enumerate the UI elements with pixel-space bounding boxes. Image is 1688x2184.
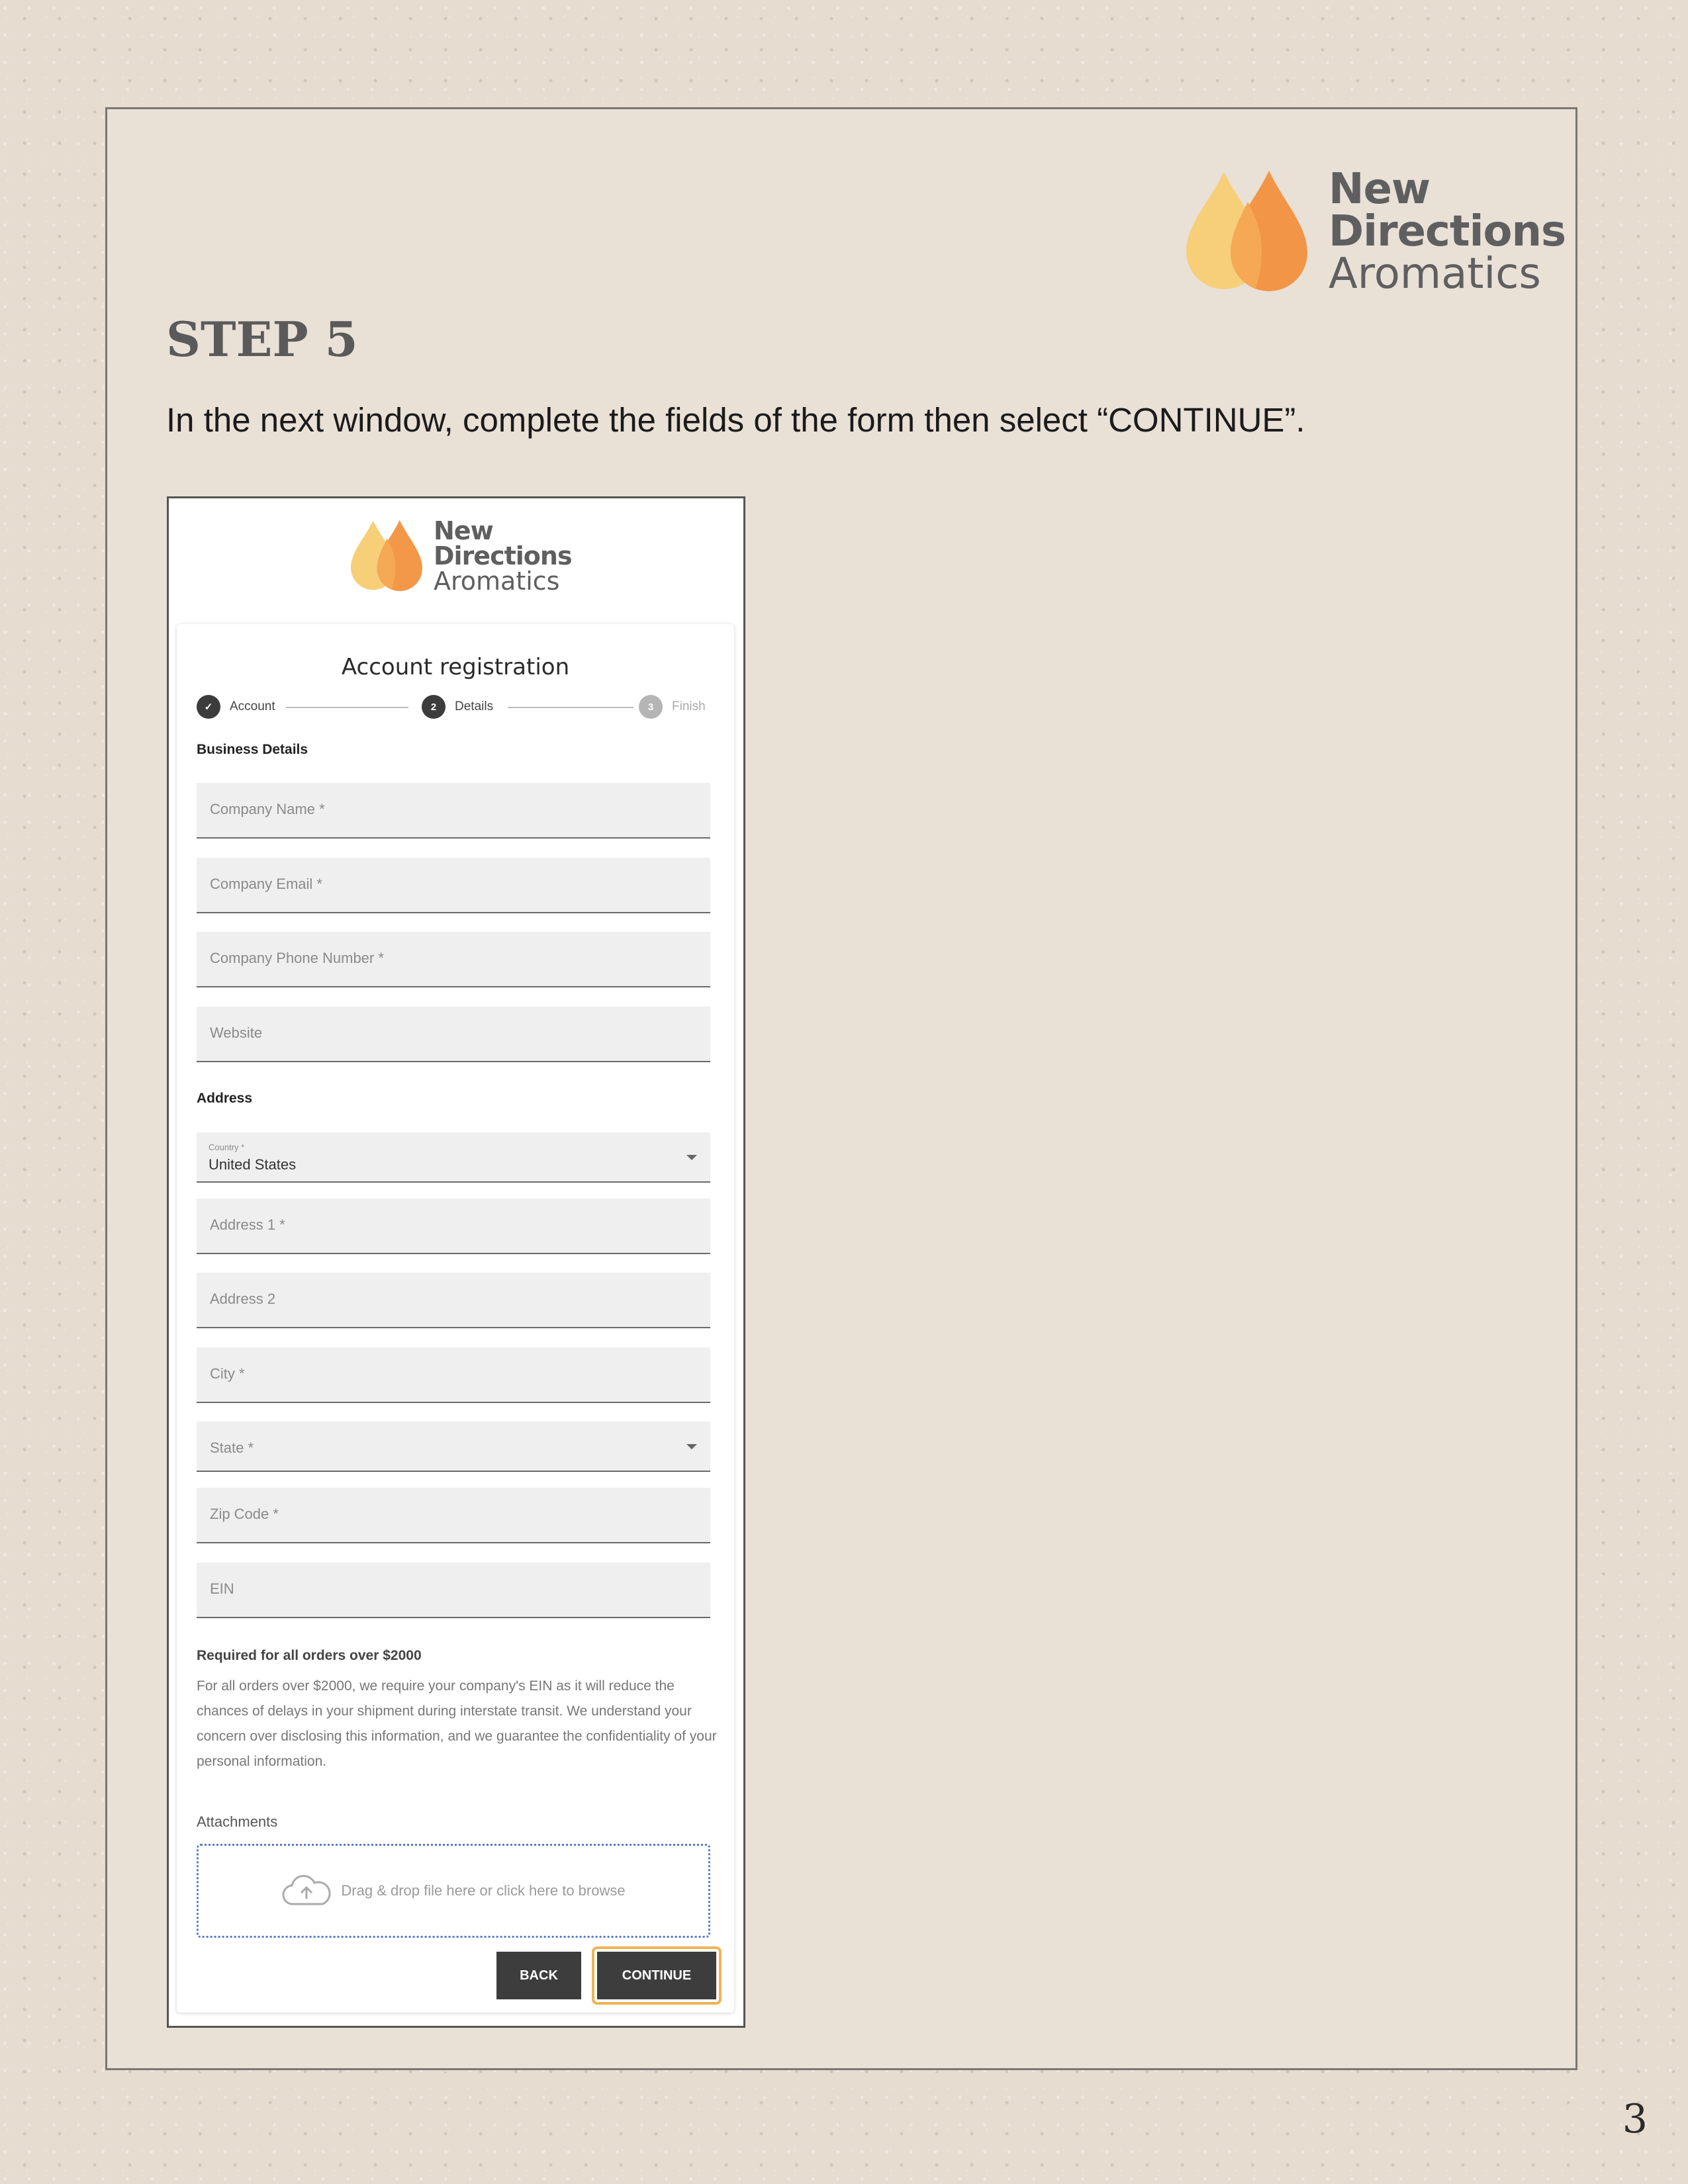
instruction-text: In the next window, complete the fields of the form then select “CONTINUE”.	[166, 401, 1305, 439]
stepper-connector	[286, 707, 408, 708]
company-email-field[interactable]	[197, 858, 710, 913]
stepper-connector	[508, 707, 633, 708]
field-placeholder: Website	[210, 1024, 263, 1041]
stepper	[197, 695, 717, 721]
field-placeholder: Address 1 *	[210, 1216, 285, 1233]
stepper-label: Details	[455, 700, 494, 713]
attachments-dropzone[interactable]	[197, 1844, 710, 1938]
field-placeholder: Company Email *	[210, 876, 322, 892]
droplets-icon	[349, 517, 431, 595]
field-placeholder: Company Name *	[210, 801, 325, 817]
country-select[interactable]	[197, 1132, 710, 1183]
address1-field[interactable]	[197, 1199, 710, 1254]
ein-note-heading: Required for all orders over $2000	[197, 1648, 422, 1663]
company-name-field[interactable]	[197, 783, 710, 839]
brand-logo	[1183, 165, 1566, 298]
dropzone-text: Drag & drop file here or click here to browse	[341, 1882, 626, 1899]
zip-code-field[interactable]	[197, 1488, 710, 1543]
attachments-label: Attachments	[197, 1813, 278, 1830]
address-heading: Address	[197, 1091, 253, 1106]
ein-note-body: For all orders over $2000, we require your company's EIN as it will reduce the chances of delays in your shipment during interstate transit. We understand your concern over disclosing this information, and we guarantee the confidentiality of your personal information.	[197, 1678, 717, 1769]
page-number: 3	[1622, 2096, 1648, 2142]
country-value: United States	[209, 1156, 297, 1173]
chevron-down-icon	[686, 1444, 697, 1449]
brand-line-3: Aromatics	[1329, 250, 1541, 298]
business-details-heading: Business Details	[197, 742, 308, 757]
registration-card	[177, 624, 734, 2013]
address2-field[interactable]	[197, 1273, 710, 1328]
chevron-down-icon	[686, 1155, 697, 1160]
city-field[interactable]	[197, 1347, 710, 1403]
form-brand-line-2: Directions	[434, 541, 572, 570]
form-brand-logo	[349, 517, 572, 595]
field-placeholder: Zip Code *	[210, 1506, 279, 1522]
stepper-label: Finish	[672, 700, 706, 713]
field-placeholder: City *	[210, 1365, 245, 1382]
step-number: 2	[422, 695, 445, 719]
brand-line-1: New	[1329, 165, 1430, 214]
form-brand-line-3: Aromatics	[434, 567, 560, 596]
stepper-label: Account	[230, 700, 275, 713]
step-title: STEP 5	[166, 311, 358, 367]
field-placeholder: State *	[210, 1439, 254, 1456]
droplets-icon	[1183, 165, 1322, 298]
company-phone-field[interactable]	[197, 932, 710, 987]
stepper-step-account	[197, 695, 275, 719]
stepper-step-finish	[639, 695, 706, 719]
website-field[interactable]	[197, 1007, 710, 1062]
stepper-step-details	[422, 695, 493, 719]
form-title: Account registration	[341, 654, 570, 680]
check-icon: ✓	[197, 695, 220, 719]
form-screenshot	[167, 496, 745, 2028]
step-number: 3	[639, 695, 663, 719]
continue-button[interactable]: CONTINUE	[597, 1952, 716, 1999]
form-brand-line-1: New	[434, 516, 493, 545]
country-label: Country *	[209, 1142, 245, 1152]
field-placeholder: EIN	[210, 1580, 234, 1597]
state-select[interactable]	[197, 1422, 710, 1472]
back-button[interactable]: BACK	[496, 1952, 581, 1999]
cloud-upload-icon	[281, 1875, 332, 1907]
field-placeholder: Address 2	[210, 1291, 276, 1307]
ein-field[interactable]	[197, 1563, 710, 1618]
brand-line-2: Directions	[1329, 207, 1566, 256]
field-placeholder: Company Phone Number *	[210, 950, 384, 966]
